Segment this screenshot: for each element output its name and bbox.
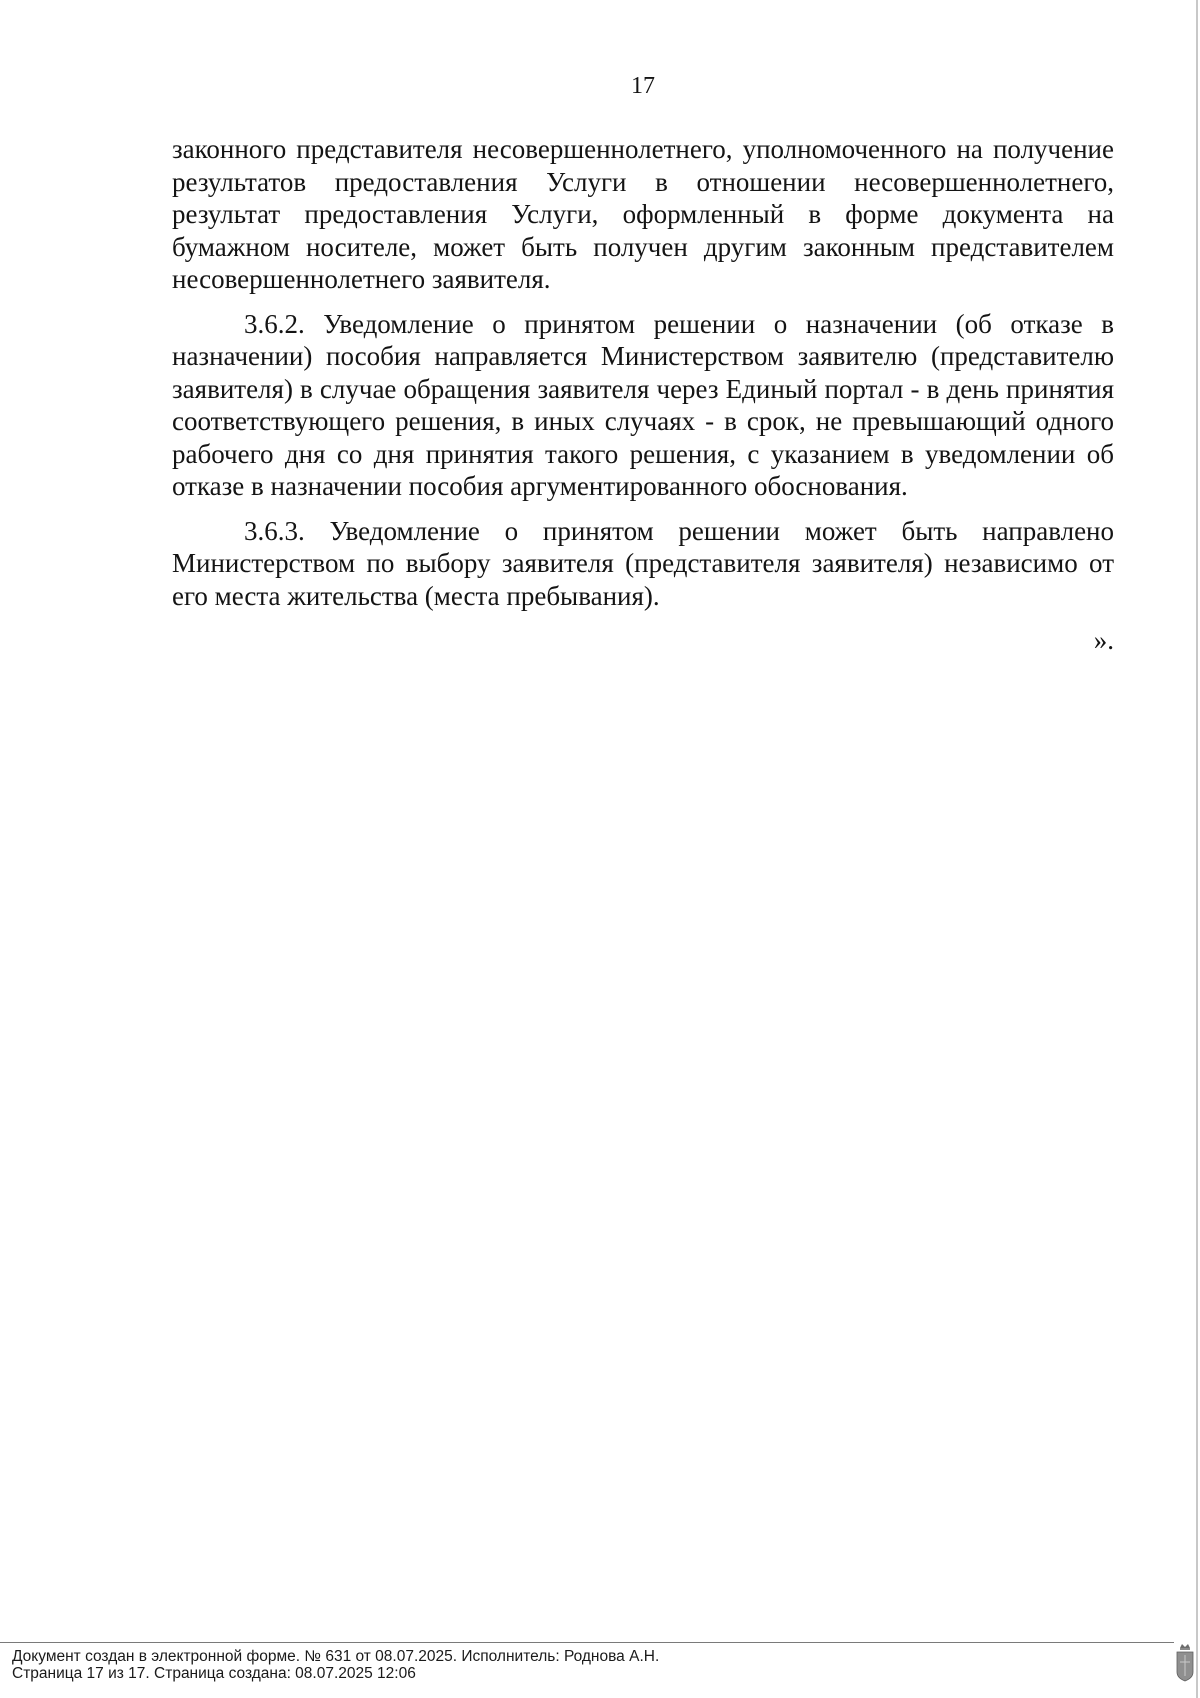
footer-divider — [0, 1642, 1174, 1643]
paragraph-continuation: законного представителя несовершеннолетнего, уполномоченного на получение результатов предоставления Услуги в отношении несовершеннолетнего, результат предоставления Услуги, оформленный в форме документа на бумажном носителе, может быть получен другим законным представителем несовершеннолетнего заявителя. — [172, 134, 1114, 294]
paragraph-clause-3-6-3: 3.6.3. Уведомление о принятом решении может быть направлено Министерством по выбору заявителя (представителя заявителя) независимо от его места жительства (места пребывания). — [172, 515, 1114, 611]
page-edge — [1196, 0, 1198, 1698]
footer-document-info: Документ создан в электронной форме. № 631 от 08.07.2025. Исполнитель: Роднова А.Н. — [12, 1648, 660, 1665]
document-footer — [12, 1648, 1162, 1682]
paragraph-clause-3-6-2: 3.6.2. Уведомление о принятом решении о назначении (об отказе в назначении) пособия направляется Министерством заявителю (представителю заявителя) в случае обращения заявителя через Единый портал - в день принятия соответствующего решения, в иных случаях - в срок, не превышающий одного рабочего дня со дня принятия такого решения, с указанием в уведомлении об отказе в назначении пособия аргументированного обоснования. — [172, 308, 1114, 501]
coat-of-arms-icon — [1174, 1640, 1196, 1682]
page-number: 17 — [631, 73, 655, 99]
footer-page-info: Страница 17 из 17. Страница создана: 08.07.2025 12:06 — [12, 1665, 416, 1682]
closing-quote-mark: ». — [1093, 625, 1114, 655]
document-body — [172, 133, 1114, 657]
